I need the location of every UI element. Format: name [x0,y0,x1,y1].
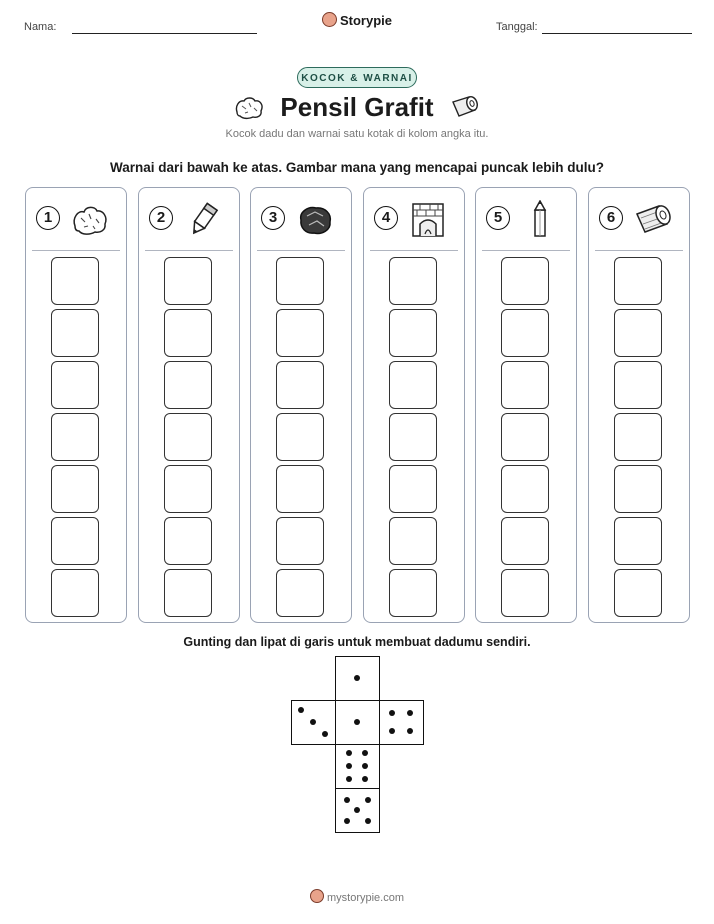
instruction-text: Warnai dari bawah ke atas. Gambar mana yang mencapai puncak lebih dulu? [110,160,604,175]
color-box[interactable] [51,413,99,461]
column-divider [482,250,570,251]
color-box[interactable] [501,361,549,409]
pencil-icon [520,200,560,240]
die-column-4 [363,187,465,623]
color-box[interactable] [164,517,212,565]
color-box[interactable] [614,413,662,461]
die-face-1 [335,700,380,745]
color-box[interactable] [614,517,662,565]
page-title: Pensil Grafit [280,92,434,122]
color-box[interactable] [276,569,324,617]
column-number: 3 [261,206,285,230]
color-box[interactable] [501,465,549,513]
column-number: 5 [486,206,510,230]
graphite-rock-icon [70,200,110,240]
pip [298,707,304,713]
color-box[interactable] [51,569,99,617]
kiln-furnace-icon [408,200,448,240]
die-face-6 [335,744,380,789]
color-box[interactable] [614,257,662,305]
pip [362,763,368,769]
pip [354,719,360,725]
wood-log-icon [633,200,673,240]
pip [346,750,352,756]
pip [362,750,368,756]
color-box[interactable] [164,465,212,513]
color-box[interactable] [389,517,437,565]
pip [362,776,368,782]
footer [0,889,714,904]
pip [322,731,328,737]
color-box[interactable] [276,361,324,409]
column-divider [32,250,120,251]
pip [310,719,316,725]
name-label: Nama: [24,21,57,33]
die-face-1 [335,656,380,701]
column-divider [257,250,345,251]
coal-lump-icon [295,200,335,240]
wood-log-icon [447,94,479,120]
pip [407,728,413,734]
color-box[interactable] [501,413,549,461]
pip [365,818,371,824]
color-box[interactable] [614,465,662,513]
date-label: Tanggal: [496,21,538,33]
color-box[interactable] [389,257,437,305]
pip [354,675,360,681]
color-box[interactable] [614,309,662,357]
die-face-5 [335,788,380,833]
color-box[interactable] [164,413,212,461]
color-box[interactable] [501,257,549,305]
color-box[interactable] [51,517,99,565]
die-column-3 [250,187,352,623]
pip [346,776,352,782]
pip [344,797,350,803]
column-number: 1 [36,206,60,230]
color-box[interactable] [276,309,324,357]
color-box[interactable] [51,309,99,357]
color-box[interactable] [164,309,212,357]
color-box[interactable] [276,517,324,565]
color-box[interactable] [389,569,437,617]
brand-name: Storypie [339,13,392,28]
column-number: 6 [599,206,623,230]
die-column-6 [588,187,690,623]
color-box[interactable] [614,361,662,409]
color-box[interactable] [614,569,662,617]
pencil-eraser-icon [183,200,223,240]
color-box[interactable] [164,257,212,305]
name-line[interactable] [72,33,257,34]
color-box[interactable] [51,257,99,305]
color-box[interactable] [389,361,437,409]
die-column-1 [25,187,127,623]
pip [344,818,350,824]
color-box[interactable] [51,465,99,513]
column-number: 4 [374,206,398,230]
color-box[interactable] [389,309,437,357]
color-box[interactable] [389,413,437,461]
color-box[interactable] [501,517,549,565]
color-box[interactable] [164,361,212,409]
pip [346,763,352,769]
die-face-3 [291,700,336,745]
activity-badge: KOCOK & WARNAI [297,67,417,88]
footer-url: mystorypie.com [326,892,405,904]
column-number: 2 [149,206,173,230]
column-divider [145,250,233,251]
color-box[interactable] [51,361,99,409]
color-box[interactable] [276,465,324,513]
storypie-logo-icon [322,12,337,27]
color-box[interactable] [501,309,549,357]
pip [389,710,395,716]
die-column-2 [138,187,240,623]
die-face-4 [379,700,424,745]
color-box[interactable] [276,413,324,461]
cut-instruction: Gunting dan lipat di garis untuk membuat dadumu sendiri. [183,635,531,649]
pip [389,728,395,734]
color-box[interactable] [276,257,324,305]
die-column-5 [475,187,577,623]
page-subtitle: Kocok dadu dan warnai satu kotak di kolom angka itu. [225,128,489,140]
column-divider [595,250,683,251]
color-box[interactable] [501,569,549,617]
color-box[interactable] [164,569,212,617]
pip [354,807,360,813]
column-divider [370,250,458,251]
pip [407,710,413,716]
date-line[interactable] [542,33,692,34]
pip [365,797,371,803]
color-box[interactable] [389,465,437,513]
brand [0,12,714,28]
storypie-logo-icon [310,889,324,903]
